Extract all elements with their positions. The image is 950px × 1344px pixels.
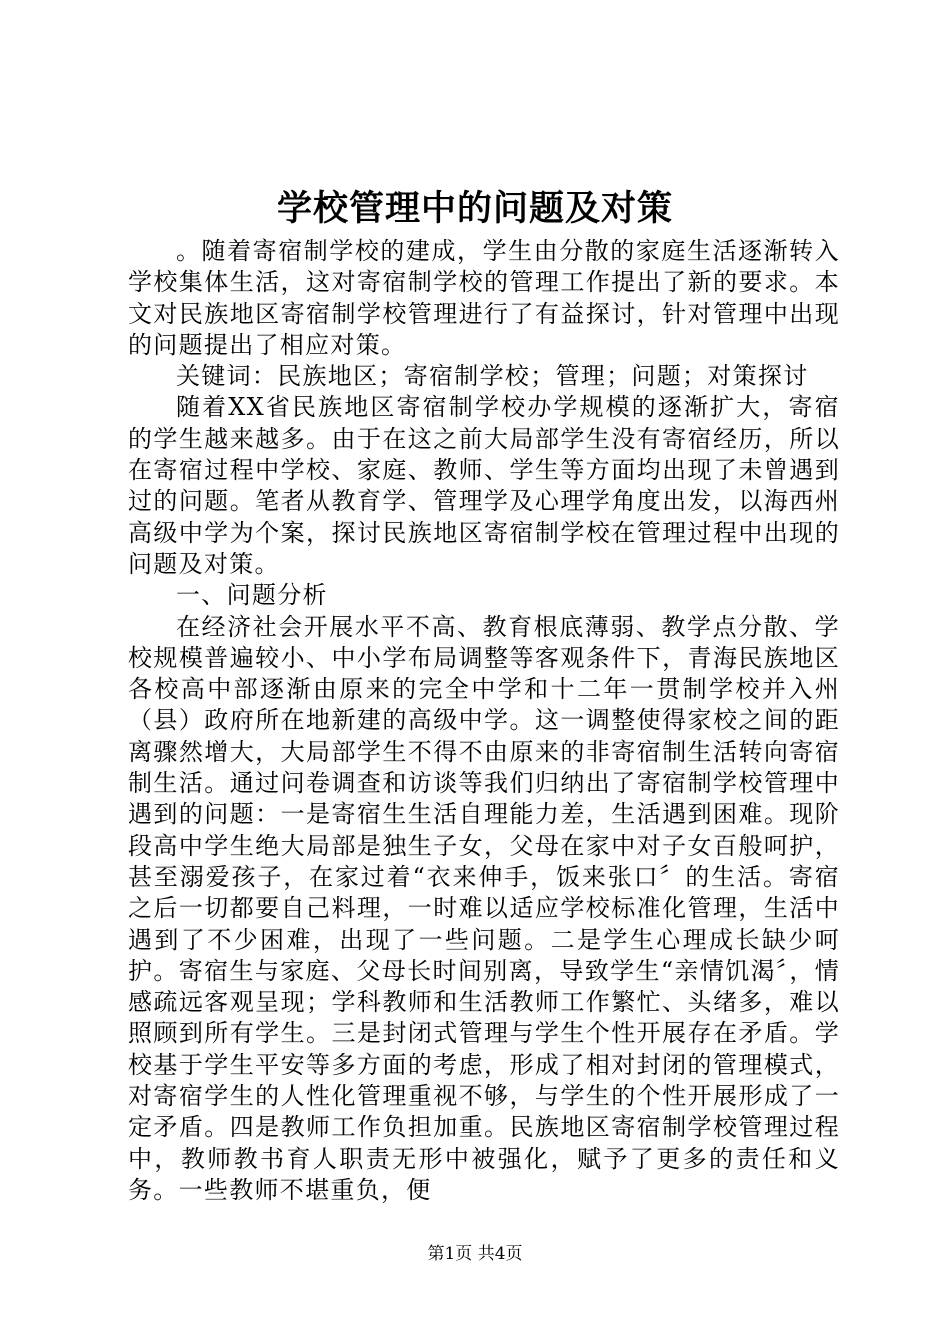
abstract-paragraph: 。随着寄宿制学校的建成，学生由分散的家庭生活逐渐转入学校集体生活，这对寄宿制学校的管理工作提出了新的要求。本文对民族地区寄宿制学校管理进行了有益探讨，针对管理中出现的问题提出了相应对策。	[128, 237, 840, 359]
intro-paragraph: 随着XX省民族地区寄宿制学校办学规模的逐渐扩大，寄宿的学生越来越多。由于在这之前大局部学生没有寄宿经历，所以在寄宿过程中学校、家庭、教师、学生等方面均出现了未曾遇到过的问题。笔者从教育学、管理学及心理学角度出发，以海西州高级中学为个案，探讨民族地区寄宿制学校在管理过程中出现的问题及对策。	[128, 393, 840, 578]
analysis-paragraph: 在经济社会开展水平不高、教育根底薄弱、教学点分散、学校规模普遍较小、中小学布局调整等客观条件下，青海民族地区各校高中部逐渐由原来的完全中学和十二年一贯制学校并入州（县）政府所在地新建的高级中学。这一调整使得家校之间的距离骤然增大，大局部学生不得不由原来的非寄宿制生活转向寄宿制生活。通过问卷调查和访谈等我们归纳出了寄宿制学校管理中遇到的问题：一是寄宿生生活自理能力差，生活遇到困难。现阶段高中学生绝大局部是独生子女，父母在家中对子女百般呵护，甚至溺爱孩子，在家过着“衣来伸手，饭来张口〞的生活。寄宿之后一切都要自己料理，一时难以适应学校标准化管理，生活中遇到了不少困难，出现了一些问题。二是学生心理成长缺少呵护。寄宿生与家庭、父母长时间别离，导致学生“亲情饥渴〞，情感疏远客观呈现；学科教师和生活教师工作繁忙、头绪多，难以照顾到所有学生。三是封闭式管理与学生个性开展存在矛盾。学校基于学生平安等多方面的考虑，形成了相对封闭的管理模式，对寄宿学生的人性化管理重视不够，与学生的个性开展形成了一定矛盾。四是教师工作负担加重。民族地区寄宿制学校管理过程中，教师教书育人职责无形中被强化，赋予了更多的责任和义务。一些教师不堪重负，便	[128, 612, 840, 1204]
section-heading: 一、问题分析	[176, 581, 328, 610]
document-title: 学校管理中的问题及对策	[276, 188, 673, 229]
keywords-paragraph: 关键词：民族地区；寄宿制学校；管理；问题；对策探讨	[176, 362, 809, 391]
page-footer: 第1页 共4页	[427, 1244, 523, 1264]
document-body	[128, 236, 840, 1206]
